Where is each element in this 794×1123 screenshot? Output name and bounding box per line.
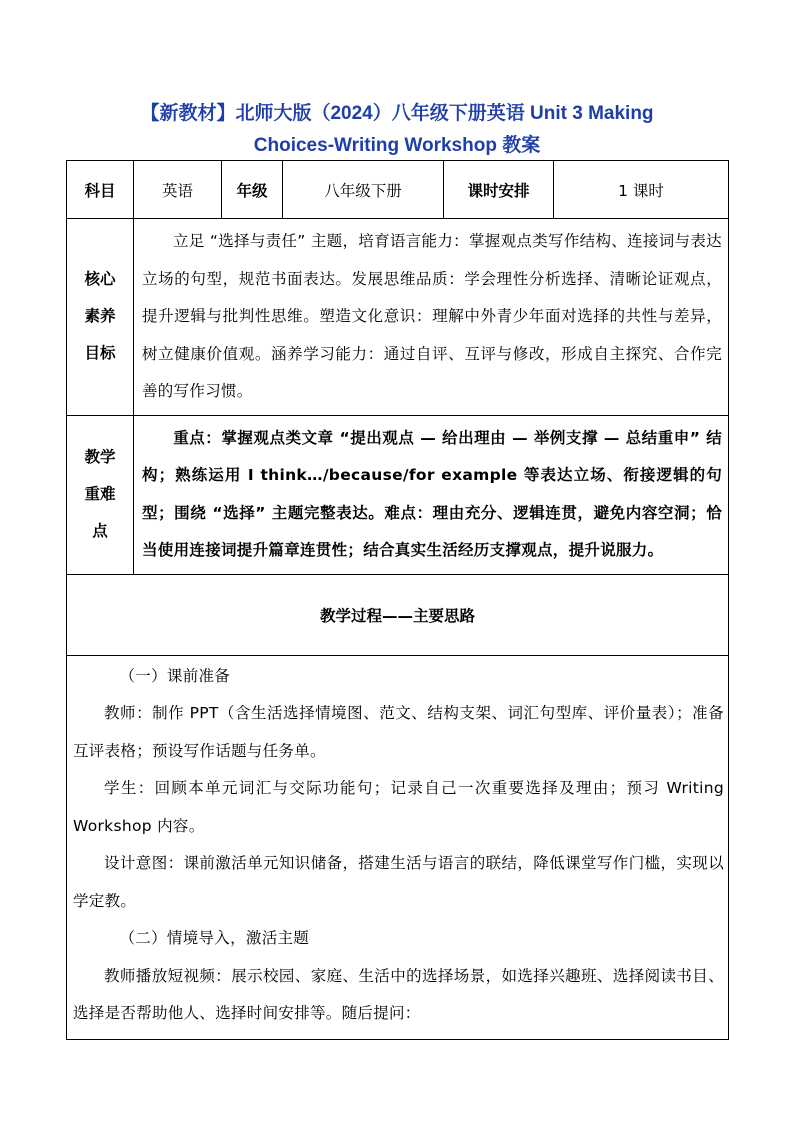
objectives-text-cell xyxy=(134,219,729,416)
key-points-text: 重点：掌握观点类文章 “提出观点 — 给出理由 — 举例支撑 — 总结重申” 结构；熟练运用 I think…/because/for example 等表达立场、衔接逻辑的句型；围绕 “选择” 主题完整表达。难点：理由充分、逻辑连贯，避免内容空洞；恰当使用连接词提升篇章连贯性；结合真实生活经历支撑观点，提升说服力。 xyxy=(142,428,722,559)
subject-label: 科目 xyxy=(67,161,134,219)
key-points-text-cell xyxy=(134,415,729,574)
hours-label: 课时安排 xyxy=(444,161,554,219)
objectives-row xyxy=(67,219,729,416)
objectives-label: 核心 素养 目标 xyxy=(67,219,134,416)
title-line-1: 【新教材】北师大版（2024）八年级下册英语 Unit 3 Making xyxy=(140,103,654,124)
hours-value: 1 课时 xyxy=(554,161,729,219)
process-body-row xyxy=(67,655,729,1039)
document-title xyxy=(0,98,794,162)
video-intro: 教师播放短视频：展示校园、家庭、生活中的选择场景，如选择兴趣班、选择阅读书目、选择是否帮助他人、选择时间安排等。随后提问： xyxy=(73,966,724,1022)
subject-value: 英语 xyxy=(134,161,222,219)
grade-value: 八年级下册 xyxy=(283,161,444,219)
key-points-row xyxy=(67,415,729,574)
design-intent: 设计意图：课前激活单元知识储备，搭建生活与语言的联结，降低课堂写作门槛，实现以学定教。 xyxy=(73,854,724,910)
key-points-label: 教学 重难 点 xyxy=(67,415,134,574)
process-body xyxy=(67,655,729,1039)
objectives-text: 立足 “选择与责任” 主题，培育语言能力：掌握观点类写作结构、连接词与表达立场的句型，规范书面表达。发展思维品质：学会理性分析选择、清晰论证观点，提升逻辑与批判性思维。塑造文化意识：理解中外青少年面对选择的共性与差异，树立健康价值观。涵养学习能力：通过自评、互评与修改，形成自主探究、合作完善的写作习惯。 xyxy=(142,232,722,400)
title-line-2: Choices-Writing Workshop 教案 xyxy=(253,135,541,156)
grade-label: 年级 xyxy=(222,161,283,219)
process-heading-row xyxy=(67,574,729,655)
lesson-plan-table xyxy=(66,160,729,1040)
process-heading: 教学过程——主要思路 xyxy=(67,574,729,655)
student-prep: 学生：回顾本单元词汇与交际功能句；记录自己一次重要选择及理由；预习 Writing Workshop 内容。 xyxy=(73,779,724,835)
section-1-title: （一）课前准备 xyxy=(119,666,231,685)
teacher-prep: 教师：制作 PPT（含生活选择情境图、范文、结构支架、词汇句型库、评价量表）；准备互评表格；预设写作话题与任务单。 xyxy=(73,704,724,760)
info-row xyxy=(67,161,729,219)
section-2-title: （二）情境导入，激活主题 xyxy=(119,929,310,947)
